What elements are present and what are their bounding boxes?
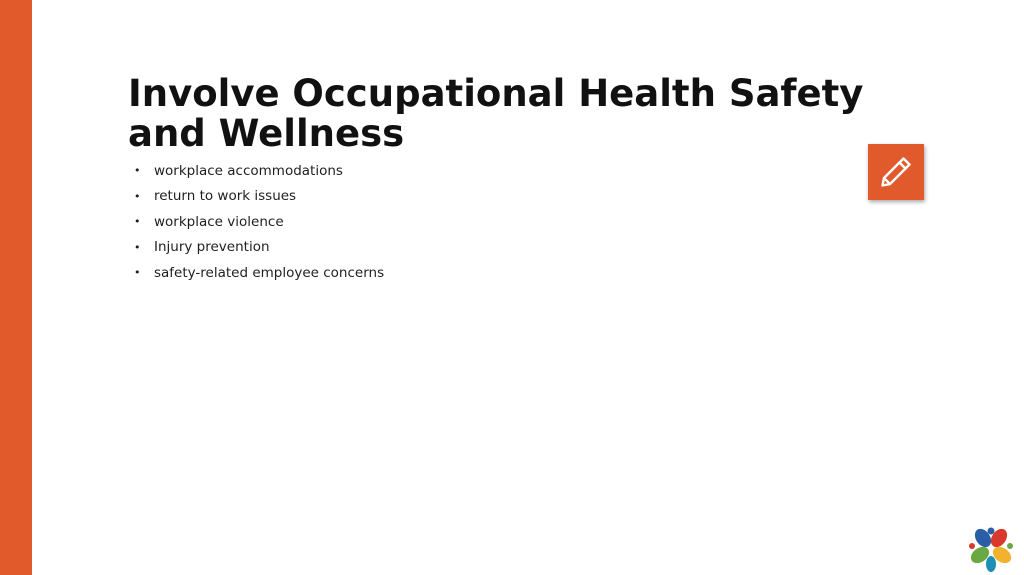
bullet-dot: •	[134, 215, 141, 229]
bullet-list	[128, 158, 384, 286]
bullet-dot: •	[134, 240, 141, 254]
slide-title: Involve Occupational Health Safety and Wellness	[128, 72, 864, 155]
list-item	[128, 184, 384, 210]
flower-logo-icon	[966, 524, 1016, 574]
list-item	[128, 209, 384, 235]
list-item	[128, 260, 384, 286]
bullet-dot: •	[134, 189, 141, 203]
bullet-dot: •	[134, 266, 141, 280]
bullet-text: Injury prevention	[154, 239, 270, 256]
bullet-text: safety-related employee concerns	[154, 264, 385, 281]
bullet-text: workplace violence	[154, 213, 284, 230]
list-item	[128, 235, 384, 261]
bullet-dot: •	[134, 164, 141, 178]
bullet-text: return to work issues	[154, 188, 297, 205]
pencil-icon	[876, 152, 916, 192]
edit-button[interactable]	[868, 144, 924, 200]
accent-bar	[0, 0, 32, 575]
bullet-text: workplace accommodations	[154, 162, 343, 179]
list-item	[128, 158, 384, 184]
